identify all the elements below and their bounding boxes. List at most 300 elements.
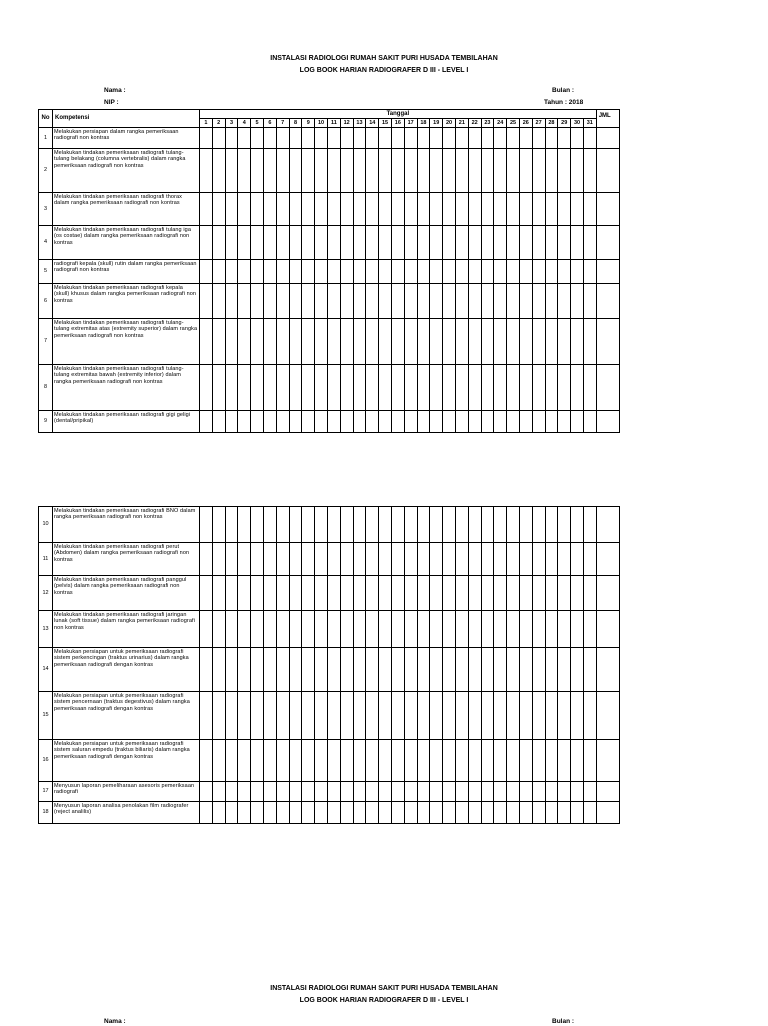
day-cell[interactable] [379,611,392,648]
day-cell[interactable] [583,411,596,433]
day-cell[interactable] [212,284,225,319]
day-cell[interactable] [519,128,532,149]
day-cell[interactable] [289,782,302,802]
day-cell[interactable] [481,782,494,802]
day-cell[interactable] [583,260,596,284]
day-cell[interactable] [417,128,430,149]
day-cell[interactable] [455,692,468,740]
day-cell[interactable] [200,365,213,411]
day-cell[interactable] [200,611,213,648]
day-cell[interactable] [507,193,520,226]
day-cell[interactable] [455,319,468,365]
day-cell[interactable] [251,507,264,543]
day-cell[interactable] [417,284,430,319]
day-cell[interactable] [532,128,545,149]
day-cell[interactable] [340,782,353,802]
day-cell[interactable] [468,576,481,611]
day-cell[interactable] [494,411,507,433]
day-cell[interactable] [225,543,238,576]
day-cell[interactable] [212,260,225,284]
day-cell[interactable] [302,284,315,319]
day-cell[interactable] [558,193,571,226]
day-cell[interactable] [430,319,443,365]
day-cell[interactable] [315,226,328,260]
day-cell[interactable] [583,576,596,611]
jml-cell[interactable] [596,648,619,692]
day-cell[interactable] [404,226,417,260]
day-cell[interactable] [238,692,251,740]
jml-cell[interactable] [596,365,619,411]
day-cell[interactable] [507,128,520,149]
day-cell[interactable] [315,740,328,782]
day-cell[interactable] [379,149,392,193]
day-cell[interactable] [404,802,417,824]
day-cell[interactable] [276,507,289,543]
day-cell[interactable] [225,284,238,319]
day-cell[interactable] [276,128,289,149]
day-cell[interactable] [212,411,225,433]
day-cell[interactable] [481,365,494,411]
day-cell[interactable] [391,648,404,692]
day-cell[interactable] [417,802,430,824]
day-cell[interactable] [263,692,276,740]
day-cell[interactable] [366,648,379,692]
day-cell[interactable] [238,576,251,611]
day-cell[interactable] [494,193,507,226]
day-cell[interactable] [302,149,315,193]
jml-cell[interactable] [596,193,619,226]
day-cell[interactable] [238,260,251,284]
day-cell[interactable] [481,740,494,782]
day-cell[interactable] [404,260,417,284]
day-cell[interactable] [404,365,417,411]
day-cell[interactable] [212,802,225,824]
day-cell[interactable] [391,319,404,365]
day-cell[interactable] [302,576,315,611]
day-cell[interactable] [379,782,392,802]
day-cell[interactable] [468,365,481,411]
day-cell[interactable] [366,319,379,365]
day-cell[interactable] [366,128,379,149]
day-cell[interactable] [366,611,379,648]
day-cell[interactable] [430,782,443,802]
day-cell[interactable] [225,260,238,284]
day-cell[interactable] [558,284,571,319]
jml-cell[interactable] [596,411,619,433]
day-cell[interactable] [251,611,264,648]
day-cell[interactable] [571,411,584,433]
day-cell[interactable] [263,576,276,611]
day-cell[interactable] [455,149,468,193]
day-cell[interactable] [545,411,558,433]
day-cell[interactable] [545,576,558,611]
day-cell[interactable] [507,782,520,802]
jml-cell[interactable] [596,543,619,576]
day-cell[interactable] [455,193,468,226]
day-cell[interactable] [507,648,520,692]
day-cell[interactable] [481,149,494,193]
day-cell[interactable] [430,149,443,193]
day-cell[interactable] [315,802,328,824]
day-cell[interactable] [200,319,213,365]
day-cell[interactable] [315,692,328,740]
day-cell[interactable] [353,611,366,648]
day-cell[interactable] [238,284,251,319]
day-cell[interactable] [276,611,289,648]
day-cell[interactable] [519,543,532,576]
day-cell[interactable] [443,543,456,576]
day-cell[interactable] [353,149,366,193]
day-cell[interactable] [200,543,213,576]
day-cell[interactable] [251,782,264,802]
day-cell[interactable] [212,319,225,365]
day-cell[interactable] [366,284,379,319]
day-cell[interactable] [327,740,340,782]
day-cell[interactable] [289,802,302,824]
day-cell[interactable] [327,149,340,193]
day-cell[interactable] [443,740,456,782]
day-cell[interactable] [379,648,392,692]
day-cell[interactable] [455,284,468,319]
day-cell[interactable] [532,260,545,284]
day-cell[interactable] [238,128,251,149]
day-cell[interactable] [417,226,430,260]
day-cell[interactable] [443,128,456,149]
day-cell[interactable] [379,802,392,824]
day-cell[interactable] [481,319,494,365]
day-cell[interactable] [558,226,571,260]
day-cell[interactable] [519,365,532,411]
day-cell[interactable] [327,411,340,433]
day-cell[interactable] [315,284,328,319]
day-cell[interactable] [481,226,494,260]
day-cell[interactable] [481,260,494,284]
day-cell[interactable] [276,284,289,319]
day-cell[interactable] [430,411,443,433]
day-cell[interactable] [494,365,507,411]
day-cell[interactable] [289,411,302,433]
day-cell[interactable] [443,226,456,260]
day-cell[interactable] [583,611,596,648]
day-cell[interactable] [443,284,456,319]
day-cell[interactable] [276,692,289,740]
day-cell[interactable] [289,365,302,411]
day-cell[interactable] [430,193,443,226]
day-cell[interactable] [443,576,456,611]
day-cell[interactable] [571,226,584,260]
day-cell[interactable] [251,648,264,692]
day-cell[interactable] [507,692,520,740]
day-cell[interactable] [315,576,328,611]
day-cell[interactable] [532,365,545,411]
day-cell[interactable] [263,611,276,648]
day-cell[interactable] [353,740,366,782]
day-cell[interactable] [507,543,520,576]
day-cell[interactable] [430,365,443,411]
day-cell[interactable] [379,692,392,740]
day-cell[interactable] [366,226,379,260]
day-cell[interactable] [443,193,456,226]
day-cell[interactable] [340,802,353,824]
day-cell[interactable] [558,692,571,740]
day-cell[interactable] [276,193,289,226]
day-cell[interactable] [391,284,404,319]
day-cell[interactable] [430,802,443,824]
day-cell[interactable] [417,319,430,365]
day-cell[interactable] [507,576,520,611]
day-cell[interactable] [545,543,558,576]
day-cell[interactable] [443,692,456,740]
day-cell[interactable] [571,365,584,411]
day-cell[interactable] [443,411,456,433]
day-cell[interactable] [404,782,417,802]
day-cell[interactable] [289,193,302,226]
day-cell[interactable] [494,226,507,260]
day-cell[interactable] [238,648,251,692]
jml-cell[interactable] [596,782,619,802]
day-cell[interactable] [200,193,213,226]
day-cell[interactable] [340,411,353,433]
day-cell[interactable] [315,319,328,365]
day-cell[interactable] [289,226,302,260]
day-cell[interactable] [417,611,430,648]
day-cell[interactable] [353,543,366,576]
day-cell[interactable] [468,128,481,149]
day-cell[interactable] [571,193,584,226]
day-cell[interactable] [468,193,481,226]
day-cell[interactable] [340,193,353,226]
day-cell[interactable] [571,319,584,365]
day-cell[interactable] [263,284,276,319]
day-cell[interactable] [200,226,213,260]
day-cell[interactable] [212,543,225,576]
day-cell[interactable] [494,802,507,824]
day-cell[interactable] [251,284,264,319]
day-cell[interactable] [443,260,456,284]
jml-cell[interactable] [596,507,619,543]
day-cell[interactable] [519,576,532,611]
day-cell[interactable] [251,576,264,611]
day-cell[interactable] [481,648,494,692]
day-cell[interactable] [263,507,276,543]
day-cell[interactable] [263,319,276,365]
day-cell[interactable] [583,740,596,782]
day-cell[interactable] [404,692,417,740]
day-cell[interactable] [481,543,494,576]
day-cell[interactable] [455,611,468,648]
day-cell[interactable] [289,128,302,149]
day-cell[interactable] [532,692,545,740]
day-cell[interactable] [212,692,225,740]
day-cell[interactable] [276,802,289,824]
day-cell[interactable] [251,411,264,433]
day-cell[interactable] [327,543,340,576]
day-cell[interactable] [404,411,417,433]
day-cell[interactable] [225,149,238,193]
day-cell[interactable] [315,365,328,411]
day-cell[interactable] [340,692,353,740]
day-cell[interactable] [468,260,481,284]
day-cell[interactable] [340,611,353,648]
day-cell[interactable] [404,740,417,782]
day-cell[interactable] [494,611,507,648]
day-cell[interactable] [200,149,213,193]
day-cell[interactable] [404,507,417,543]
day-cell[interactable] [519,226,532,260]
day-cell[interactable] [366,411,379,433]
day-cell[interactable] [468,284,481,319]
day-cell[interactable] [302,782,315,802]
day-cell[interactable] [468,648,481,692]
day-cell[interactable] [315,411,328,433]
day-cell[interactable] [519,507,532,543]
day-cell[interactable] [379,740,392,782]
day-cell[interactable] [340,648,353,692]
day-cell[interactable] [558,648,571,692]
day-cell[interactable] [443,507,456,543]
jml-cell[interactable] [596,576,619,611]
day-cell[interactable] [558,365,571,411]
day-cell[interactable] [417,692,430,740]
day-cell[interactable] [583,782,596,802]
day-cell[interactable] [340,149,353,193]
day-cell[interactable] [455,740,468,782]
day-cell[interactable] [583,319,596,365]
day-cell[interactable] [417,782,430,802]
day-cell[interactable] [302,648,315,692]
day-cell[interactable] [558,411,571,433]
day-cell[interactable] [276,576,289,611]
day-cell[interactable] [263,365,276,411]
day-cell[interactable] [468,226,481,260]
day-cell[interactable] [519,260,532,284]
day-cell[interactable] [302,543,315,576]
day-cell[interactable] [353,260,366,284]
day-cell[interactable] [571,543,584,576]
day-cell[interactable] [532,149,545,193]
day-cell[interactable] [430,543,443,576]
day-cell[interactable] [276,226,289,260]
day-cell[interactable] [430,128,443,149]
day-cell[interactable] [417,648,430,692]
day-cell[interactable] [276,149,289,193]
day-cell[interactable] [212,648,225,692]
day-cell[interactable] [302,260,315,284]
day-cell[interactable] [327,260,340,284]
day-cell[interactable] [251,260,264,284]
day-cell[interactable] [519,411,532,433]
day-cell[interactable] [225,507,238,543]
day-cell[interactable] [276,260,289,284]
day-cell[interactable] [507,149,520,193]
day-cell[interactable] [315,260,328,284]
day-cell[interactable] [455,411,468,433]
day-cell[interactable] [417,740,430,782]
day-cell[interactable] [379,576,392,611]
day-cell[interactable] [558,611,571,648]
day-cell[interactable] [238,149,251,193]
day-cell[interactable] [276,411,289,433]
day-cell[interactable] [263,802,276,824]
day-cell[interactable] [583,365,596,411]
day-cell[interactable] [468,740,481,782]
day-cell[interactable] [519,611,532,648]
day-cell[interactable] [532,543,545,576]
day-cell[interactable] [353,365,366,411]
day-cell[interactable] [225,692,238,740]
day-cell[interactable] [404,284,417,319]
day-cell[interactable] [315,507,328,543]
day-cell[interactable] [430,226,443,260]
day-cell[interactable] [494,648,507,692]
day-cell[interactable] [263,782,276,802]
day-cell[interactable] [545,802,558,824]
day-cell[interactable] [327,507,340,543]
day-cell[interactable] [455,782,468,802]
day-cell[interactable] [481,576,494,611]
day-cell[interactable] [340,576,353,611]
day-cell[interactable] [507,611,520,648]
day-cell[interactable] [276,319,289,365]
day-cell[interactable] [340,543,353,576]
day-cell[interactable] [455,507,468,543]
day-cell[interactable] [353,802,366,824]
day-cell[interactable] [251,740,264,782]
day-cell[interactable] [225,128,238,149]
day-cell[interactable] [545,128,558,149]
day-cell[interactable] [481,802,494,824]
day-cell[interactable] [417,365,430,411]
day-cell[interactable] [583,507,596,543]
day-cell[interactable] [251,692,264,740]
day-cell[interactable] [571,648,584,692]
day-cell[interactable] [519,284,532,319]
day-cell[interactable] [417,149,430,193]
day-cell[interactable] [443,611,456,648]
day-cell[interactable] [417,193,430,226]
day-cell[interactable] [353,782,366,802]
day-cell[interactable] [558,576,571,611]
day-cell[interactable] [225,782,238,802]
day-cell[interactable] [571,149,584,193]
day-cell[interactable] [455,260,468,284]
day-cell[interactable] [263,543,276,576]
day-cell[interactable] [238,193,251,226]
day-cell[interactable] [353,507,366,543]
day-cell[interactable] [225,611,238,648]
day-cell[interactable] [238,611,251,648]
day-cell[interactable] [225,193,238,226]
day-cell[interactable] [225,226,238,260]
day-cell[interactable] [327,128,340,149]
day-cell[interactable] [263,260,276,284]
day-cell[interactable] [532,411,545,433]
day-cell[interactable] [532,507,545,543]
day-cell[interactable] [327,193,340,226]
day-cell[interactable] [379,319,392,365]
day-cell[interactable] [545,648,558,692]
day-cell[interactable] [583,543,596,576]
day-cell[interactable] [340,260,353,284]
day-cell[interactable] [430,692,443,740]
day-cell[interactable] [276,782,289,802]
day-cell[interactable] [200,740,213,782]
day-cell[interactable] [212,128,225,149]
day-cell[interactable] [366,576,379,611]
day-cell[interactable] [353,648,366,692]
day-cell[interactable] [327,576,340,611]
day-cell[interactable] [238,507,251,543]
